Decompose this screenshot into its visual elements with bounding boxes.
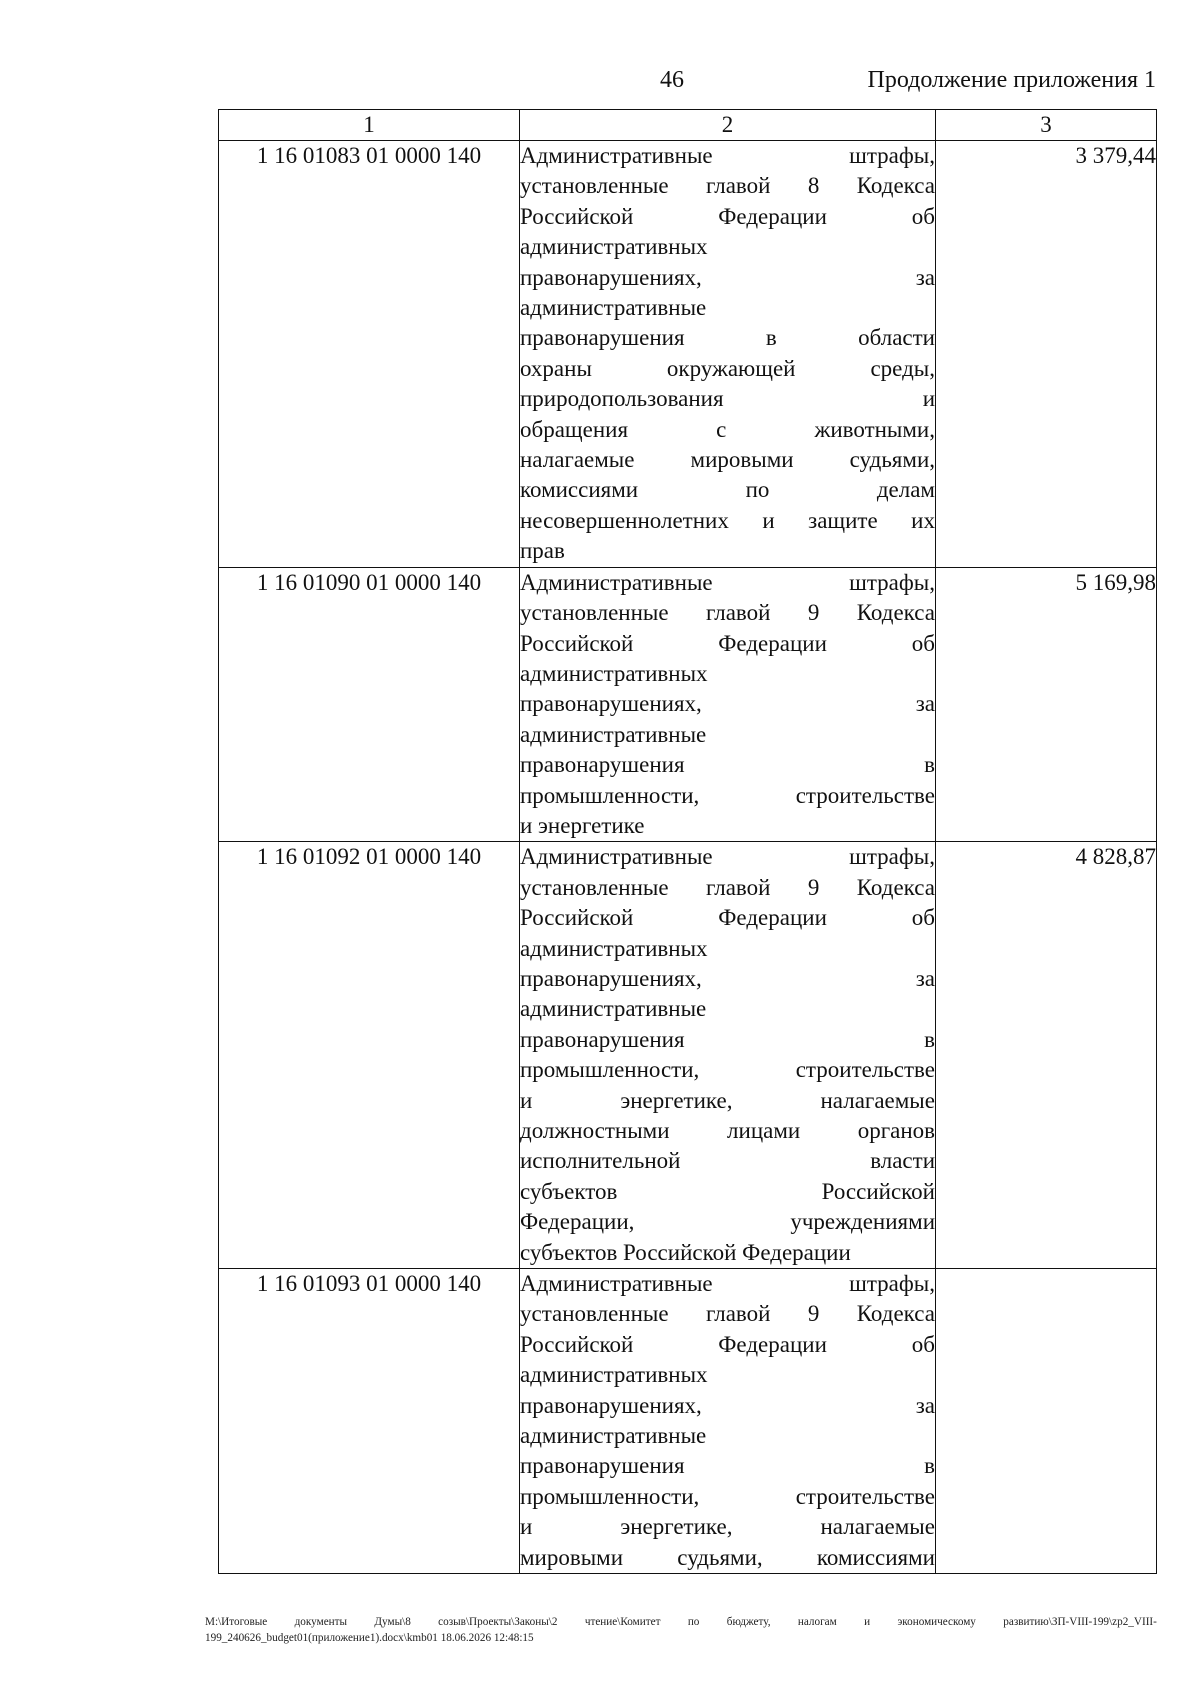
footer-word: созыв\Проекты\Законы\2 — [438, 1616, 558, 1628]
description-line — [520, 781, 935, 811]
description-word: животными, — [814, 416, 935, 442]
description-word: Кодекса — [856, 1301, 935, 1327]
description-line — [520, 323, 935, 353]
description-cell — [520, 567, 936, 842]
description-word: Административные — [520, 569, 713, 595]
description-word: Федерации — [718, 905, 827, 931]
description-line — [520, 964, 935, 994]
description-word: области — [858, 325, 935, 351]
footer-word: документы — [294, 1616, 348, 1628]
description-word: защите — [808, 507, 878, 533]
column-header-amount: 3 — [936, 110, 1157, 141]
description-line: административные — [520, 295, 707, 321]
description-line — [520, 171, 935, 201]
description-cell — [520, 141, 936, 568]
description-word: комиссиями — [520, 477, 639, 503]
description-line: административных — [520, 935, 708, 961]
description-line: административных — [520, 1362, 708, 1388]
description-word: правонарушения — [520, 325, 685, 351]
description-word: Административные — [520, 1271, 713, 1297]
description-line — [520, 354, 935, 384]
description-line — [520, 384, 935, 414]
description-word: главой — [705, 1301, 771, 1327]
description-word: учреждениями — [790, 1209, 935, 1235]
description-cell — [520, 1269, 936, 1574]
description-line — [520, 1482, 935, 1512]
description-line: субъектов Российской Федерации — [520, 1239, 851, 1265]
description-word: правонарушения — [520, 1453, 685, 1479]
description-word: Российской — [821, 1178, 935, 1204]
description-line — [520, 1207, 935, 1237]
description-line — [520, 263, 935, 293]
description-word: с — [716, 416, 727, 442]
description-word: налагаемые — [820, 1087, 935, 1113]
footer-word: развитию\ЗП-VIII-199\zp2_VIII- — [1003, 1616, 1157, 1628]
budget-code-cell: 1 16 01093 01 0000 140 — [219, 1269, 520, 1574]
description-word: за — [915, 691, 935, 717]
description-word: охраны — [520, 355, 592, 381]
description-line — [520, 629, 935, 659]
description-line — [520, 475, 935, 505]
table-row — [219, 1269, 1157, 1574]
file-path-footer — [205, 1614, 1157, 1646]
description-word: промышленности, — [520, 1483, 700, 1509]
description-word: субъектов — [520, 1178, 618, 1204]
description-word: об — [911, 1331, 935, 1357]
description-word: судьями, — [849, 447, 935, 473]
description-word: их — [911, 507, 935, 533]
description-word: и — [520, 1087, 533, 1113]
description-line — [520, 1116, 935, 1146]
description-line — [520, 1330, 935, 1360]
budget-code-cell: 1 16 01090 01 0000 140 — [219, 567, 520, 842]
description-word: главой — [705, 600, 771, 626]
description-line — [520, 1025, 935, 1055]
description-line: прав — [520, 538, 565, 564]
description-line — [520, 873, 935, 903]
description-line — [520, 598, 935, 628]
description-word: мировыми — [690, 447, 794, 473]
description-word: Федерации — [718, 203, 827, 229]
description-word: правонарушениях, — [520, 965, 702, 991]
description-word: Административные — [520, 844, 713, 870]
description-word: несовершеннолетних — [520, 507, 729, 533]
description-word: за — [915, 1392, 935, 1418]
description-word: Кодекса — [856, 600, 935, 626]
description-line — [520, 1543, 935, 1573]
table-row — [219, 567, 1157, 842]
description-word: среды, — [870, 355, 935, 381]
table-body — [219, 141, 1157, 1574]
footer-word: Думы\8 — [374, 1616, 411, 1628]
description-word: правонарушениях, — [520, 264, 702, 290]
description-word: налагаемые — [520, 447, 635, 473]
footer-word: и — [864, 1616, 871, 1628]
column-header-code: 1 — [219, 110, 520, 141]
description-word: строительстве — [795, 1483, 935, 1509]
description-word: штрафы, — [849, 143, 935, 168]
description-word: установленные — [520, 173, 669, 199]
description-line — [520, 689, 935, 719]
description-line — [520, 202, 935, 232]
footer-line-2: 199_240626_budget01(приложение1).docx\kmb01 18.06.2026 12:48:15 — [205, 1632, 534, 1644]
description-word: Федерации — [718, 1331, 827, 1357]
description-line — [520, 506, 935, 536]
description-word: строительстве — [795, 1057, 935, 1083]
description-word: правонарушения — [520, 1026, 685, 1052]
description-word: Российской — [520, 630, 634, 656]
description-line — [520, 1391, 935, 1421]
description-word: правонарушениях, — [520, 691, 702, 717]
description-word: об — [911, 630, 935, 656]
description-line — [520, 1146, 935, 1176]
description-word: главой — [705, 173, 771, 199]
description-word: Федерации — [718, 630, 827, 656]
description-word: 9 — [807, 600, 820, 626]
footer-line-1 — [205, 1614, 1157, 1630]
description-line: и энергетике — [520, 812, 645, 838]
page-number: 46 — [660, 67, 684, 93]
footer-word: экономическому — [897, 1616, 976, 1628]
description-line — [520, 1269, 935, 1299]
description-line — [520, 1451, 935, 1481]
table-row — [219, 842, 1157, 1269]
description-word: установленные — [520, 600, 669, 626]
description-line — [520, 1086, 935, 1116]
description-word: судьями, — [677, 1544, 763, 1570]
description-line: административные — [520, 721, 707, 747]
description-word: установленные — [520, 874, 669, 900]
description-word: лицами — [727, 1118, 801, 1143]
description-line — [520, 1055, 935, 1085]
description-word: и — [762, 507, 775, 533]
description-line: административные — [520, 996, 707, 1022]
amount-cell: 5 169,98 — [936, 567, 1157, 842]
table-row — [219, 141, 1157, 568]
description-word: 9 — [807, 1301, 820, 1327]
footer-word: чтение\Комитет — [584, 1616, 661, 1628]
continuation-caption: Продолжение приложения 1 — [867, 67, 1156, 93]
description-word: и — [922, 386, 935, 412]
description-line — [520, 1512, 935, 1542]
footer-word: бюджету, — [726, 1616, 771, 1628]
description-word: в — [765, 325, 777, 351]
description-word: Российской — [520, 203, 634, 229]
description-word: промышленности, — [520, 782, 700, 808]
description-word: штрафы, — [849, 569, 935, 595]
description-word: в — [924, 1026, 935, 1052]
amount-cell: 3 379,44 — [936, 141, 1157, 568]
description-word: Кодекса — [856, 173, 935, 199]
description-cell — [520, 842, 936, 1269]
description-word: природопользования — [520, 386, 724, 412]
amount-cell: 4 828,87 — [936, 842, 1157, 1269]
description-line — [520, 445, 935, 475]
description-word: Российской — [520, 905, 634, 931]
description-word: энергетике, — [620, 1514, 733, 1540]
description-line — [520, 842, 935, 872]
description-word: 8 — [807, 173, 820, 199]
description-word: налагаемые — [820, 1514, 935, 1540]
description-word: за — [915, 965, 935, 991]
description-word: строительстве — [795, 782, 935, 808]
description-word: об — [911, 203, 935, 229]
description-word: должностными — [520, 1118, 670, 1143]
description-word: правонарушения — [520, 752, 685, 778]
description-line: административные — [520, 1423, 707, 1449]
budget-code-cell: 1 16 01083 01 0000 140 — [219, 141, 520, 568]
description-word: за — [915, 264, 935, 290]
description-word: власти — [870, 1148, 935, 1174]
description-word: установленные — [520, 1301, 669, 1327]
description-line — [520, 141, 935, 171]
description-word: мировыми — [520, 1544, 624, 1570]
description-line — [520, 1177, 935, 1207]
description-line — [520, 1299, 935, 1329]
description-word: органов — [857, 1118, 935, 1143]
description-line — [520, 415, 935, 445]
footer-word: налогам — [797, 1616, 837, 1628]
description-word: делам — [876, 477, 935, 503]
footer-word: M:\Итоговые — [205, 1616, 268, 1628]
description-line: административных — [520, 660, 708, 686]
description-line — [520, 568, 935, 598]
description-word: комиссиями — [816, 1544, 935, 1570]
description-word: Кодекса — [856, 874, 935, 900]
description-word: в — [924, 1453, 935, 1479]
description-word: 9 — [807, 874, 820, 900]
footer-word: по — [687, 1616, 700, 1628]
description-word: по — [745, 477, 770, 503]
description-line — [520, 750, 935, 780]
description-word: энергетике, — [620, 1087, 733, 1113]
amount-cell — [936, 1269, 1157, 1574]
description-word: в — [924, 752, 935, 778]
description-word: штрафы, — [849, 844, 935, 870]
description-word: главой — [705, 874, 771, 900]
budget-table — [218, 109, 1157, 1574]
description-word: правонарушениях, — [520, 1392, 702, 1418]
description-word: об — [911, 905, 935, 931]
description-word: исполнительной — [520, 1148, 681, 1174]
description-line — [520, 903, 935, 933]
description-word: штрафы, — [849, 1271, 935, 1297]
description-word: промышленности, — [520, 1057, 700, 1083]
description-line: административных — [520, 234, 708, 260]
description-word: Федерации, — [520, 1209, 635, 1235]
budget-code-cell: 1 16 01092 01 0000 140 — [219, 842, 520, 1269]
description-word: Российской — [520, 1331, 634, 1357]
description-word: обращения — [520, 416, 629, 442]
description-word: и — [520, 1514, 533, 1540]
description-word: Административные — [520, 143, 713, 168]
column-header-description: 2 — [520, 110, 936, 141]
table-header-row — [219, 110, 1157, 141]
description-word: окружающей — [666, 355, 796, 381]
